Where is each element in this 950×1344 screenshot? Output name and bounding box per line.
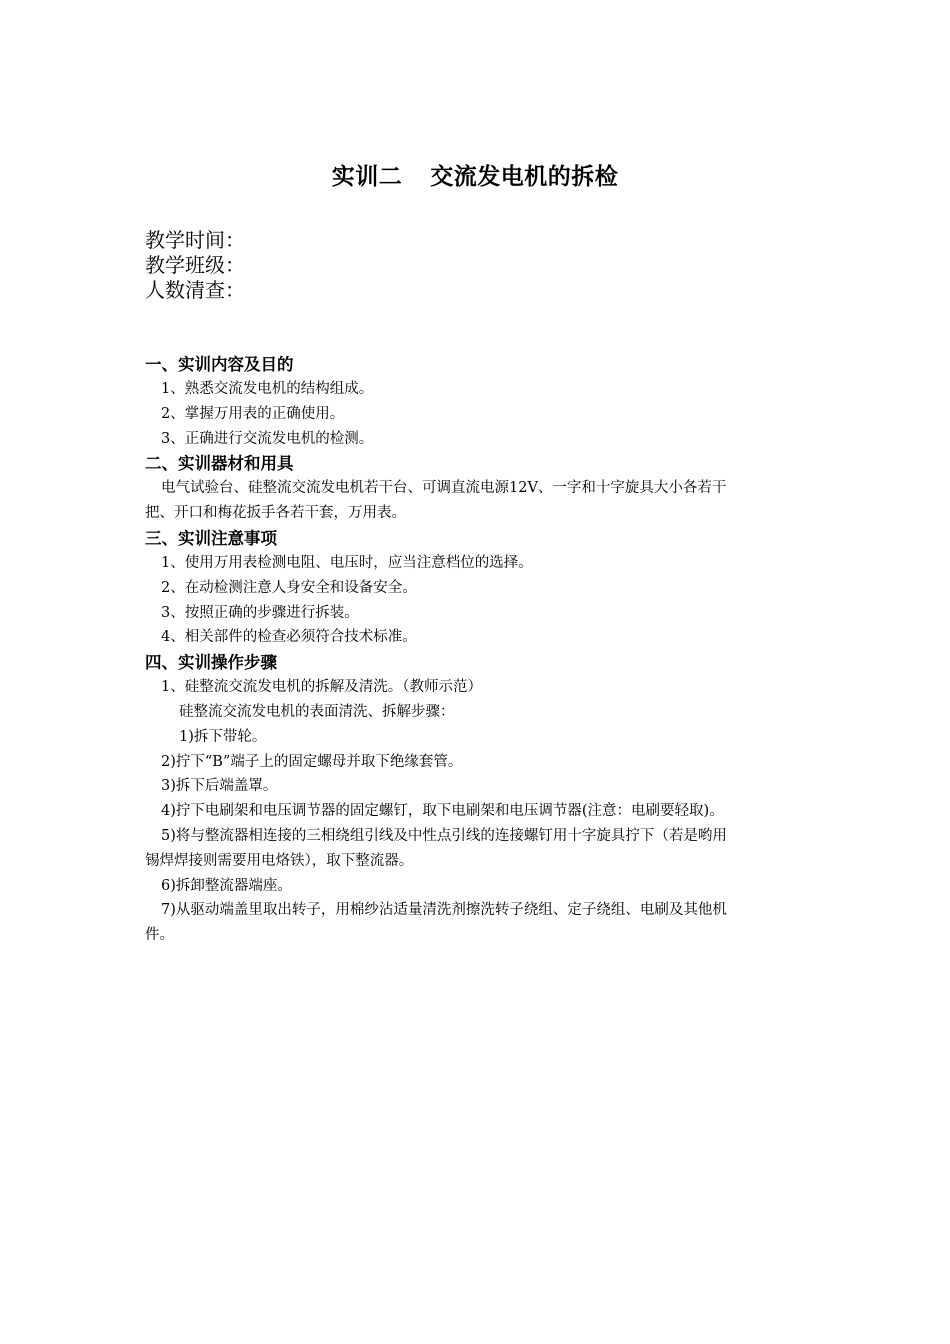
section-4-heading: 四、实训操作步骤	[145, 653, 277, 673]
section-4-substep: 6)拆卸整流器端座。	[161, 877, 292, 894]
section-4-substep: 1)拆下带轮。	[179, 728, 267, 745]
section-1-item: 1、熟悉交流发电机的结构组成。	[161, 381, 374, 397]
section-2-line-2: 把、开口和梅花扳手各若干套，万用表。	[145, 505, 406, 522]
section-4-substep-line: 7)从驱动端盖里取出转子，用棉纱沾适量清洗剂擦洗转子绕组、定子绕组、电刷及其他机	[161, 902, 727, 919]
document-title	[0, 160, 950, 194]
section-1-heading: 一、实训内容及目的	[145, 355, 294, 374]
title-part-2: 交流发电机的拆检	[430, 164, 619, 190]
lesson-meta	[145, 228, 245, 303]
section-1-item: 2、掌握万用表的正确使用。	[161, 405, 345, 422]
headcount-label: 人数清查：	[145, 278, 245, 302]
section-3-item: 4、相关部件的检查必须符合技术标准。	[161, 629, 417, 646]
section-4-substep: 3)拆下后端盖罩。	[161, 778, 278, 795]
section-3-item: 3、按照正确的步骤进行拆装。	[161, 604, 359, 621]
section-2-heading: 二、实训器材和用具	[145, 454, 294, 474]
section-4-substep: 2)拧下“B”端子上的固定螺母并取下绝缘套管。	[161, 753, 463, 770]
teaching-time-label: 教学时间：	[145, 228, 245, 252]
teaching-class-label: 教学班级：	[145, 253, 245, 277]
title-part-1: 实训二	[331, 164, 403, 190]
section-4-substep-line: 5)将与整流器相连接的三相绕组引线及中性点引线的连接螺钉用十字旋具拧下（若是哟用	[161, 827, 727, 844]
section-3-item: 1、使用万用表检测电阻、电压时，应当注意档位的选择。	[161, 554, 533, 571]
section-3-heading: 三、实训注意事项	[145, 528, 277, 548]
section-4-substep-line: 件。	[145, 927, 174, 944]
section-4-substep: 4)拧下电刷架和电压调节器的固定螺钉，取下电刷架和电压调节器(注意：电刷要轻取)。	[161, 803, 724, 820]
section-4-step-1: 1、硅整流交流发电机的拆解及清洗。（教师示范）	[161, 679, 482, 696]
section-1-item: 3、正确进行交流发电机的检测。	[161, 430, 374, 447]
section-4-substep-line: 锡焊焊接则需要用电烙铁），取下整流器。	[145, 852, 414, 869]
section-4-step-1-subtitle: 硅整流交流发电机的表面清洗、拆解步骤：	[179, 703, 455, 720]
section-2-line-1: 电气试验台、硅整流交流发电机若干台、可调直流电源12V、一字和十字旋具大小各若干	[161, 480, 727, 497]
section-3-item: 2、在动检测注意人身安全和设备安全。	[161, 579, 417, 596]
document-body	[145, 352, 810, 948]
